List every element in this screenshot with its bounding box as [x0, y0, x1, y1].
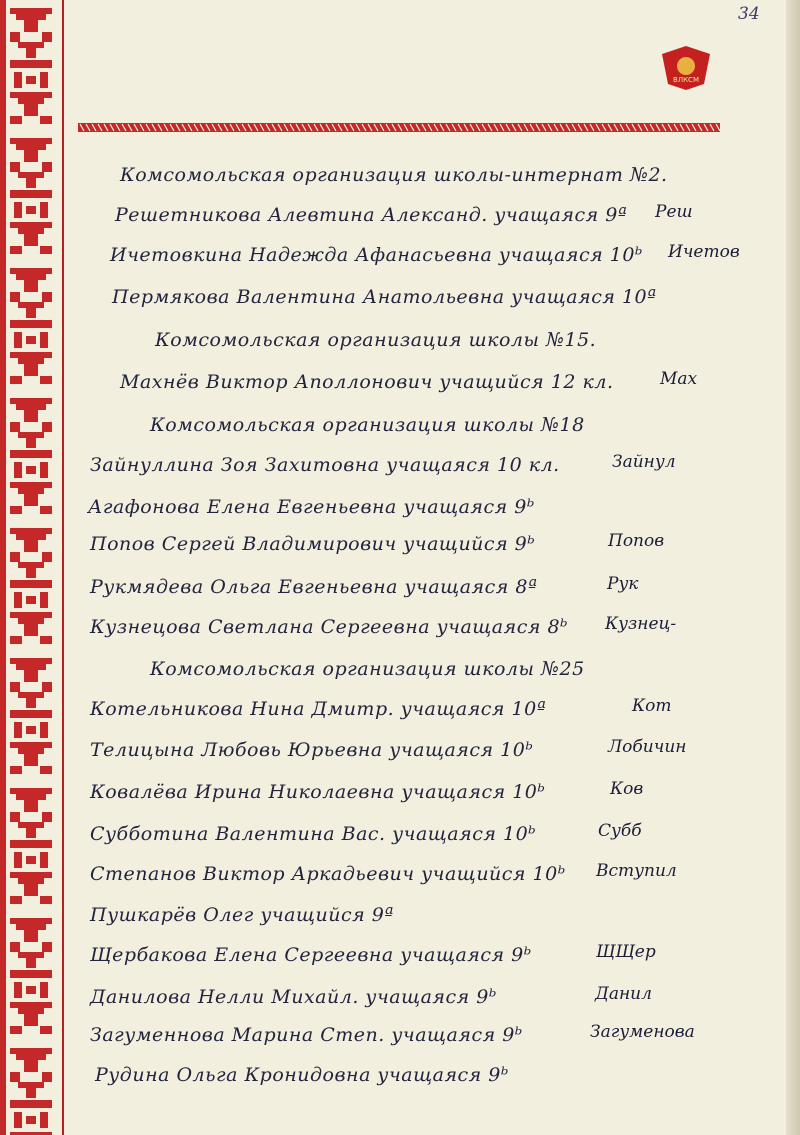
page-number: 34: [738, 4, 760, 24]
signature: Зайнул: [612, 452, 676, 472]
signature: Ков: [610, 779, 644, 799]
member-entry: Ковалёва Ирина Николаевна учащаяся 10ᵇ: [90, 781, 546, 803]
member-entry: Кузнецова Светлана Сергеевна учащаяся 8ᵇ: [90, 616, 569, 638]
member-entry: Пушкарёв Олег учащийся 9ª: [90, 904, 394, 926]
member-entry: Рукмядева Ольга Евгеньевна учащаяся 8ª: [90, 576, 538, 598]
signature: Загуменова: [590, 1022, 695, 1042]
member-entry: Попов Сергей Владимирович учащийся 9ᵇ: [90, 533, 536, 555]
signature: Рук: [607, 574, 639, 594]
member-entry: Махнёв Виктор Аполлонович учащийся 12 кл.: [120, 371, 614, 393]
organization-heading: Комсомольская организация школы №15.: [155, 329, 597, 351]
member-entry: Зайнуллина Зоя Захитовна учащаяся 10 кл.: [90, 454, 560, 476]
signature: Лобичин: [608, 737, 687, 757]
member-entry: Данилова Нелли Михайл. учащаяся 9ᵇ: [90, 986, 497, 1008]
member-entry: Котельникова Нина Дмитр. учащаяся 10ª: [90, 698, 547, 720]
member-entry: Рудина Ольга Кронидовна учащаяся 9ᵇ: [95, 1064, 509, 1086]
signature: ЩЩер: [596, 942, 656, 962]
badge-text: ВЛКСМ: [673, 76, 699, 84]
member-entry: Загуменнова Марина Степ. учащаяся 9ᵇ: [90, 1024, 523, 1046]
member-entry: Степанов Виктор Аркадьевич учащийся 10ᵇ: [90, 863, 566, 885]
member-entry: Щербакова Елена Сергеевна учащаяся 9ᵇ: [90, 944, 532, 966]
signature: Данил: [595, 984, 652, 1004]
signature: Мах: [660, 369, 698, 389]
signature: Реш: [655, 202, 693, 222]
member-entry: Пермякова Валентина Анатольевна учащаяся 10ª: [112, 286, 657, 308]
signature: Кот: [632, 696, 672, 716]
signature: Ичетов: [668, 242, 740, 262]
member-entry: Агафонова Елена Евгеньевна учащаяся 9ᵇ: [88, 496, 535, 518]
signature: Субб: [598, 821, 642, 841]
organization-heading: Комсомольская организация школы №25: [150, 658, 585, 680]
member-entry: Ичетовкина Надежда Афанасьевна учащаяся 10ᵇ: [110, 244, 644, 266]
member-entry: Решетникова Алевтина Александ. учащаяся 9ª: [115, 204, 628, 226]
organization-heading: Комсомольская организация школы №18: [150, 414, 585, 436]
member-entry: Телицына Любовь Юрьевна учащаяся 10ᵇ: [90, 739, 534, 761]
organization-heading: Комсомольская организация школы-интернат №2.: [120, 164, 668, 186]
signature: Попов: [608, 531, 665, 551]
member-entry: Субботина Валентина Вас. учащаяся 10ᵇ: [90, 823, 537, 845]
signature: Кузнец-: [605, 614, 677, 634]
signature: Вступил: [596, 861, 677, 881]
